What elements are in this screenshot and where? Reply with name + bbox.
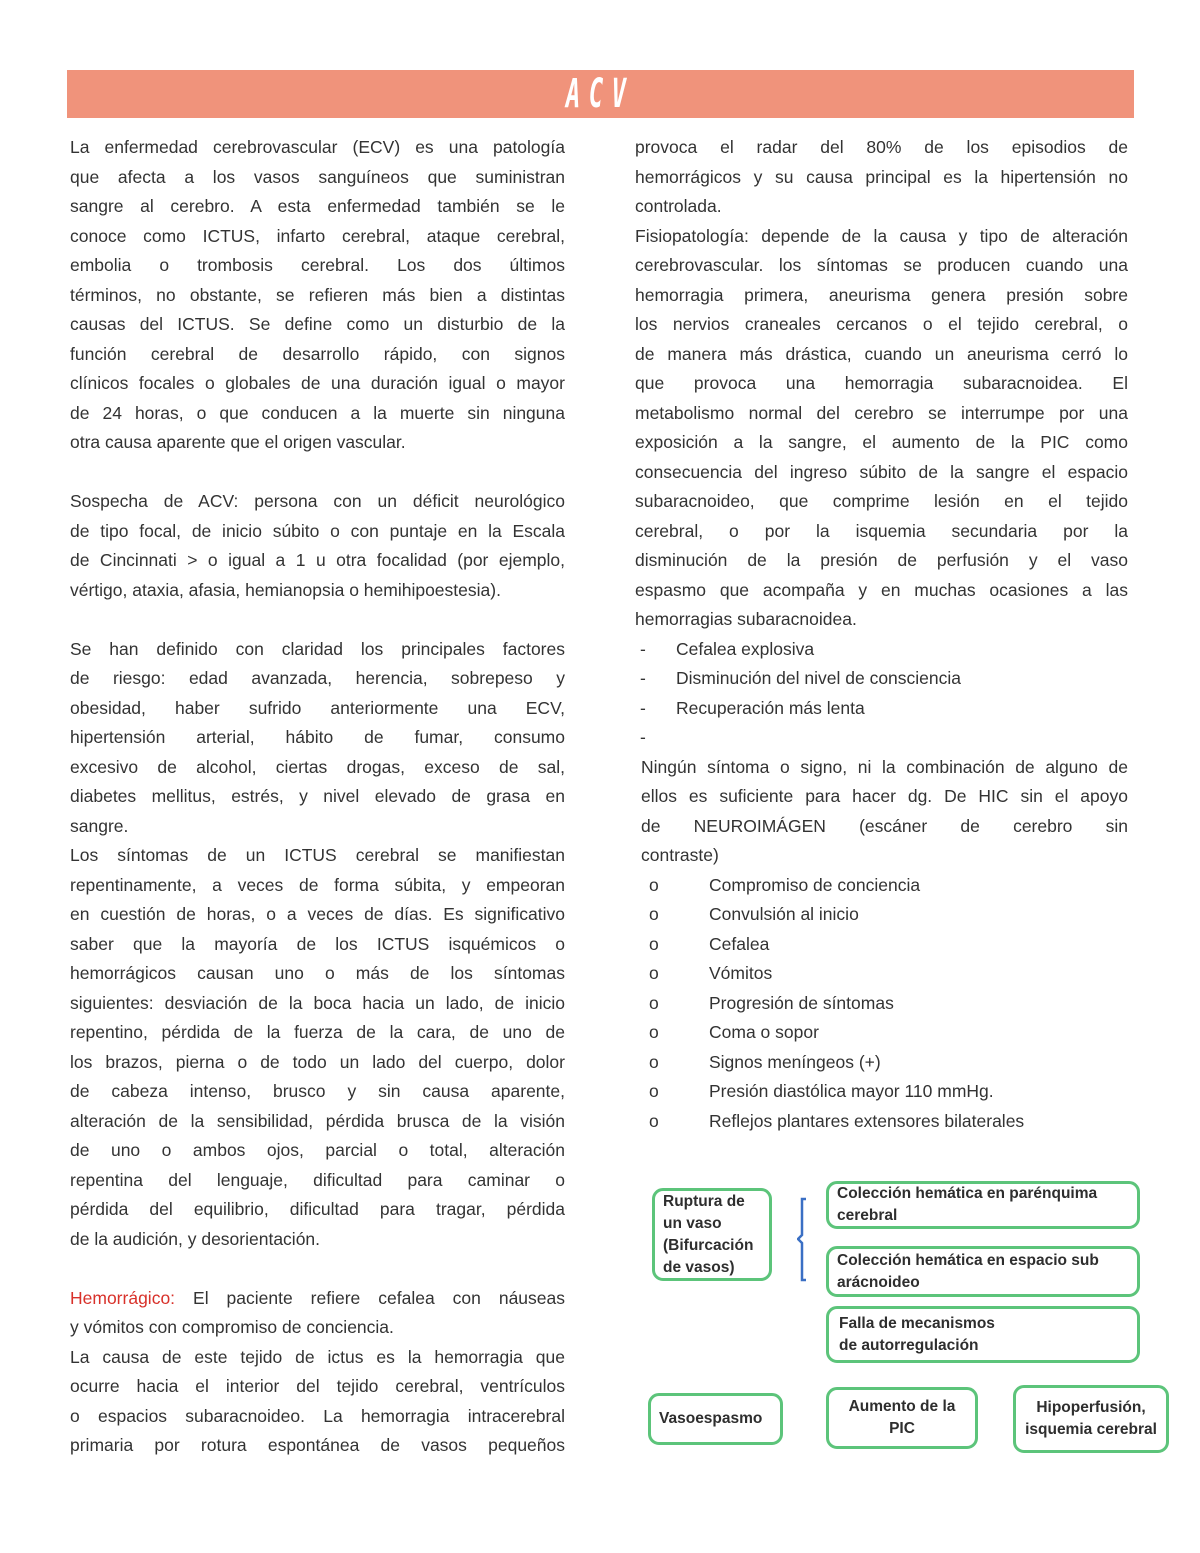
text-line: Fisiopatología: depende de la causa y tipo de alteración: [635, 225, 1128, 246]
text-line: los nervios craneales cercanos o el tejido cerebral, o: [635, 314, 1128, 334]
text-line: hemorragia primera, aneurisma genera presión sobre: [635, 284, 1128, 305]
list-text: Compromiso de conciencia: [709, 874, 921, 895]
text-line: vértigo, ataxia, afasia, hemianopsia o hemihipoestesia).: [70, 579, 501, 600]
blank-line: [70, 458, 565, 488]
text-line: La enfermedad cerebrovascular (ECV) es una patología: [70, 137, 565, 157]
list-text: Recuperación más lenta: [676, 697, 865, 718]
text-line: clínicos focales o globales de una duración igual o mayor: [70, 373, 565, 393]
list-item: [635, 664, 1128, 694]
text-line: sangre.: [70, 815, 129, 836]
text-line: repentinamente, a veces de forma súbita, y empeoran: [70, 874, 565, 895]
list-marker: o: [649, 904, 659, 924]
list-text: Cefalea explosiva: [676, 638, 815, 659]
list-marker: o: [649, 1051, 659, 1072]
list-text: Signos meníngeos (+): [709, 1051, 881, 1072]
text-line: controlada.: [635, 196, 722, 216]
list-marker: o: [649, 933, 659, 954]
pic-box: [826, 1387, 978, 1449]
list-item: [641, 1077, 1128, 1107]
text-line: cerebral, o por la isquemia secundaria por la: [635, 520, 1128, 541]
neuroimaging-note: [635, 753, 1128, 871]
text-line: pérdida del equilibrio, dificultad para tragar, pérdida: [70, 1199, 565, 1219]
text-line: diabetes mellitus, estrés, y nivel elevado de grasa en: [70, 786, 565, 806]
text-line: términos, no obstante, se refieren más bien a distintas: [70, 284, 565, 305]
blank-line: [70, 605, 565, 635]
text-line: consecuencia del ingreso súbito de la sangre el espacio: [635, 461, 1128, 482]
list-text: Coma o sopor: [709, 1022, 819, 1042]
list-text: Disminución del nivel de consciencia: [676, 668, 962, 688]
text-line: que provoca una hemorragia subaracnoidea. El: [635, 373, 1128, 393]
paragraph: [635, 222, 1128, 635]
effect-box-1: [826, 1181, 1140, 1229]
text-line: función cerebral de desarrollo rápido, con signos: [70, 343, 565, 364]
text-line: de tipo focal, de inicio súbito o con puntaje en la Escala: [70, 520, 565, 541]
list-marker: o: [649, 1110, 659, 1131]
text-line: subaracnoideo, que comprime lesión en el tejido: [635, 491, 1128, 511]
text-line: excesivo de alcohol, ciertas drogas, exceso de sal,: [70, 756, 565, 777]
paragraph: [70, 635, 565, 842]
list-text: Vómitos: [709, 963, 773, 983]
text-line: repentina del lenguaje, dificultad para caminar o: [70, 1169, 565, 1190]
text-line: La causa de este tejido de ictus es la hemorragia que: [70, 1346, 565, 1367]
paragraph: [70, 1343, 565, 1461]
text-line: y vómitos con compromiso de conciencia.: [70, 1317, 394, 1337]
text-line: Los síntomas de un ICTUS cerebral se manifiestan: [70, 845, 565, 865]
cause-text: Ruptura de un vaso (Bifurcación de vasos): [663, 1192, 754, 1276]
text-line: cerebrovascular. los síntomas se producen cuando una: [635, 255, 1128, 275]
text-line: de la audición, y desorientación.: [70, 1228, 321, 1249]
list-marker: -: [640, 668, 646, 688]
right-paragraphs: [635, 133, 1128, 635]
paragraph: [70, 1254, 565, 1284]
text-line: contraste): [641, 845, 719, 865]
text-line: hemorrágicos causan uno o más de los síntomas: [70, 963, 565, 983]
text-span: El paciente refiere cefalea con náuseas: [175, 1287, 565, 1308]
effect-text: Falla de mecanismos de autorregulación: [839, 1314, 995, 1354]
list-marker: o: [649, 963, 659, 983]
text-line: saber que la mayoría de los ICTUS isquémicos o: [70, 933, 565, 954]
section-label: Hemorrágico:: [70, 1287, 176, 1308]
text-line: Ningún síntoma o signo, ni la combinación de alguno de: [641, 756, 1128, 777]
right-column: [635, 133, 1128, 1136]
text-line: Se han definido con claridad los principales factores: [70, 638, 565, 659]
list-item: [635, 723, 1128, 753]
text-line: siguientes: desviación de la boca hacia un lado, de inicio: [70, 992, 565, 1013]
effect-text: Colección hemática en parénquima cerebral: [837, 1185, 1098, 1224]
text-line: hemorrágicos y su causa principal es la hipertensión no: [635, 166, 1128, 187]
list-marker: -: [640, 727, 646, 747]
list-item: [641, 959, 1128, 989]
list-marker: -: [640, 638, 646, 659]
o-list: [635, 871, 1128, 1137]
page-title: ACV: [566, 71, 635, 117]
text-line: alteración de la sensibilidad, pérdida brusca de la visión: [70, 1110, 565, 1131]
text-line: espasmo que acompaña y en muchas ocasiones a las: [635, 579, 1128, 600]
text-line: ellos es suficiente para hacer dg. De HIC sin el apoyo: [641, 786, 1128, 806]
paragraph: [70, 487, 565, 605]
blank-line: [70, 1254, 565, 1284]
text-line: hipertensión arterial, hábito de fumar, consumo: [70, 727, 565, 747]
text-line: o espacios subaracnoideo. La hemorragia intracerebral: [70, 1405, 565, 1426]
text-line: causas del ICTUS. Se define como un disturbio de la: [70, 314, 565, 334]
list-marker: o: [649, 1022, 659, 1042]
list-text: Convulsión al inicio: [709, 904, 859, 924]
effect-box-2: [826, 1246, 1140, 1297]
paragraph: [70, 1284, 565, 1343]
text-line: de cabeza intenso, brusco y sin causa aparente,: [70, 1081, 565, 1101]
brace-icon: [797, 1197, 807, 1282]
list-marker: -: [640, 697, 646, 718]
text-line: embolia o trombosis cerebral. Los dos últimos: [70, 255, 565, 275]
list-item: [641, 989, 1128, 1019]
bottom-text: Hipoperfusión, isquemia cerebral: [1025, 1399, 1157, 1438]
left-column: [70, 133, 565, 1461]
list-item: [641, 1018, 1128, 1048]
list-item: [635, 635, 1128, 665]
text-line: primaria por rotura espontánea de vasos pequeños: [70, 1435, 565, 1455]
text-line: de Cincinnati > o igual a 1 u otra focalidad (por ejemplo,: [70, 550, 565, 570]
effect-box-3: [826, 1306, 1140, 1363]
bottom-text: Vasoespasmo: [659, 1410, 763, 1427]
text-line: disminución de la presión de perfusión y el vaso: [635, 550, 1128, 570]
list-text: Reflejos plantares extensores bilaterales: [709, 1110, 1025, 1131]
paragraph: [70, 458, 565, 488]
list-marker: o: [649, 874, 659, 895]
text-line: otra causa aparente que el origen vascular.: [70, 432, 406, 452]
effect-text: Colección hemática en espacio sub arácnoideo: [837, 1251, 1099, 1291]
text-line: de uno o ambos ojos, parcial o total, alteración: [70, 1140, 565, 1160]
vasospasm-box: [648, 1393, 783, 1445]
list-item: [635, 694, 1128, 724]
cause-box: [652, 1188, 772, 1281]
bottom-text: Aumento de la PIC: [848, 1398, 956, 1437]
list-item: [641, 1107, 1128, 1137]
text-line: conoce como ICTUS, infarto cerebral, ataque cerebral,: [70, 225, 565, 246]
text-line: los brazos, pierna o de todo un lado del cuerpo, dolor: [70, 1051, 565, 1072]
text-line: obesidad, haber sufrido anteriormente una ECV,: [70, 697, 565, 718]
list-item: [641, 871, 1128, 901]
text-line: de 24 horas, o que conducen a la muerte sin ninguna: [70, 402, 565, 423]
text-line: exposición a la sangre, el aumento de la PIC como: [635, 432, 1128, 452]
text-line: de NEUROIMÁGEN (escáner de cerebro sin: [641, 815, 1128, 836]
text-line: de riesgo: edad avanzada, herencia, sobrepeso y: [70, 668, 565, 688]
text-line: que afecta a los vasos sanguíneos que suministran: [70, 166, 565, 187]
list-item: [641, 1048, 1128, 1078]
text-line: provoca el radar del 80% de los episodios de: [635, 137, 1128, 157]
text-line: metabolismo normal del cerebro se interrumpe por una: [635, 402, 1128, 423]
text-line: sangre al cerebro. A esta enfermedad también se le: [70, 196, 565, 216]
text-line: repentino, pérdida de la fuerza de la cara, de uno de: [70, 1022, 565, 1042]
text-line: Sospecha de ACV: persona con un déficit neurológico: [70, 491, 565, 511]
list-marker: o: [649, 1081, 659, 1101]
text-line: [70, 1284, 565, 1314]
list-text: Presión diastólica mayor 110 mmHg.: [709, 1081, 994, 1101]
hypoperfusion-box: [1013, 1385, 1169, 1453]
list-marker: o: [649, 992, 659, 1013]
list-item: [641, 930, 1128, 960]
title-banner: [67, 70, 1134, 118]
text-line: en cuestión de horas, o a veces de días. Es significativo: [70, 904, 565, 924]
text-line: ocurre hacia el interior del tejido cerebral, ventrículos: [70, 1376, 565, 1396]
text-line: hemorragias subaracnoidea.: [635, 609, 857, 629]
paragraph: [70, 605, 565, 635]
paragraph: [70, 841, 565, 1254]
paragraph: [635, 133, 1128, 222]
paragraph: [70, 133, 565, 458]
list-text: Progresión de síntomas: [709, 992, 894, 1013]
list-item: [641, 900, 1128, 930]
dash-list: [635, 635, 1128, 753]
text-line: de manera más drástica, cuando un aneurisma cerró lo: [635, 343, 1128, 364]
list-text: Cefalea: [709, 933, 770, 954]
